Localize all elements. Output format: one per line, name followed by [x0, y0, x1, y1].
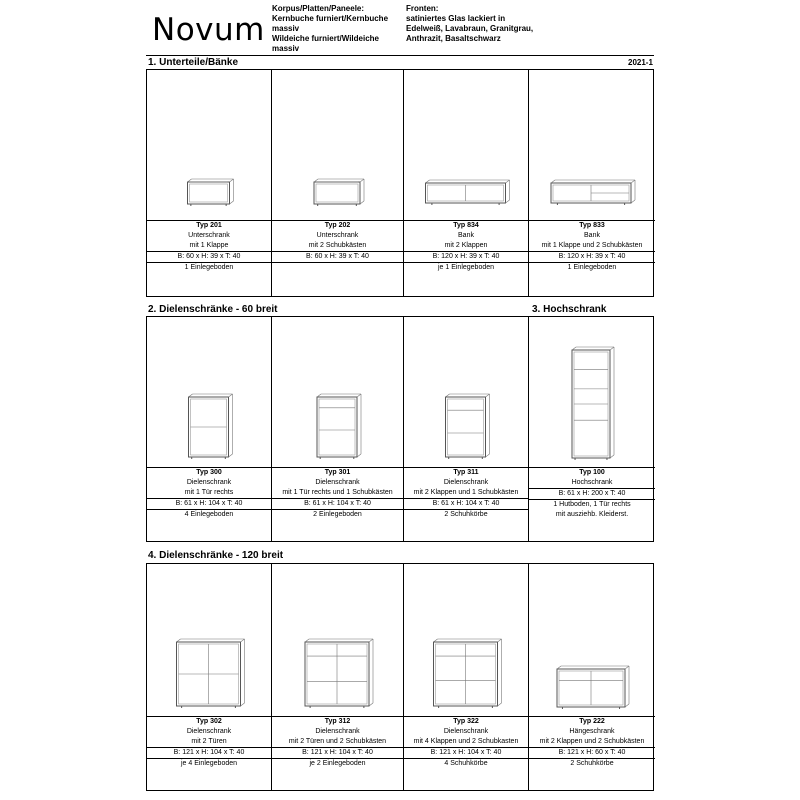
product-description: mit 1 Tür rechts — [147, 488, 271, 499]
product-dimensions: B: 60 x H: 39 x T: 40 — [147, 252, 271, 263]
product-type: Typ 201 — [196, 222, 222, 229]
product-type: Typ 311 — [453, 469, 479, 476]
product-description: mit 2 Türen und 2 Schubkästen — [272, 737, 403, 748]
product-extra: 2 Schuhkörbe — [444, 511, 488, 518]
product-type: Typ 302 — [196, 718, 222, 725]
product-drawing — [529, 564, 655, 717]
product-grid-row-2 — [146, 316, 654, 542]
product-description: Unterschrank — [316, 232, 359, 239]
product-card — [529, 70, 655, 296]
material-note — [272, 4, 388, 54]
fronts-note — [406, 4, 533, 44]
product-extra: 1 Einlegeboden — [567, 264, 617, 271]
hall-cabinet-flaps-drawer-icon — [404, 317, 527, 467]
product-type: Typ 322 — [453, 718, 479, 725]
product-card — [529, 564, 655, 790]
product-type: Typ 222 — [579, 718, 605, 725]
product-card — [404, 564, 529, 790]
product-dimensions: B: 61 x H: 104 x T: 40 — [404, 499, 528, 510]
product-card — [272, 70, 404, 296]
product-description: mit 1 Klappe — [147, 241, 271, 252]
material-line: Wildeiche furniert/Wildeiche — [272, 34, 379, 43]
product-dimensions: B: 121 x H: 104 x T: 40 — [147, 748, 271, 759]
product-description: Dielenschrank — [186, 479, 232, 486]
fronts-line: Edelweiß, Lavabraun, Granitgrau, — [406, 24, 534, 33]
wide-cabinet-flaps-drawers-icon — [404, 564, 527, 716]
wide-cabinet-doors-drawers-icon — [272, 564, 402, 716]
product-card — [529, 317, 655, 541]
lowboard-1-flap-icon — [147, 70, 270, 220]
product-drawing — [147, 317, 271, 468]
product-extra: je 2 Einlegeboden — [309, 760, 366, 767]
product-description: Hängeschrank — [569, 728, 615, 735]
hall-cabinet-1-door-icon — [147, 317, 270, 467]
product-dimensions: B: 121 x H: 104 x T: 40 — [272, 748, 403, 759]
product-card — [147, 317, 272, 541]
product-dimensions: B: 60 x H: 39 x T: 40 — [272, 252, 403, 263]
product-description: Dielenschrank — [443, 479, 489, 486]
product-type: Typ 202 — [324, 222, 351, 229]
product-extra: 4 Schuhkörbe — [444, 760, 488, 767]
lowboard-2-drawers-icon — [272, 70, 402, 220]
product-description: Dielenschrank — [315, 479, 360, 486]
product-drawing — [147, 70, 271, 221]
product-dimensions: B: 61 x H: 104 x T: 40 — [147, 499, 271, 510]
product-drawing — [529, 70, 655, 221]
product-extra: je 4 Einlegeboden — [180, 760, 238, 767]
product-grid-row-3 — [146, 563, 654, 791]
product-card — [272, 317, 404, 541]
wide-cabinet-2-doors-icon — [147, 564, 270, 716]
product-description: Dielenschrank — [315, 728, 360, 735]
product-card — [404, 70, 529, 296]
product-dimensions: B: 121 x H: 104 x T: 40 — [404, 748, 528, 759]
product-description: mit 2 Klappen und 2 Schubkästen — [529, 737, 655, 748]
product-drawing — [272, 70, 403, 221]
product-dimensions: B: 61 x H: 104 x T: 40 — [272, 499, 403, 510]
brand-title: Novum — [152, 12, 265, 48]
product-dimensions: B: 61 x H: 200 x T: 40 — [529, 489, 655, 500]
product-card — [272, 564, 404, 790]
product-type: Typ 301 — [324, 469, 351, 476]
product-drawing — [404, 70, 528, 221]
material-line: massiv — [272, 24, 300, 33]
tall-cabinet-icon — [529, 317, 653, 467]
product-type: Typ 312 — [324, 718, 351, 725]
product-drawing — [272, 564, 403, 717]
section-title-2: 2. Dielenschränke - 60 breit — [148, 304, 278, 315]
product-dimensions: B: 120 x H: 39 x T: 40 — [404, 252, 528, 263]
material-label: Korpus/Platten/Paneele: — [272, 4, 365, 13]
product-type: Typ 833 — [579, 222, 605, 229]
product-extra: 4 Einlegeboden — [184, 511, 234, 518]
product-description: Hochschrank — [571, 479, 613, 486]
product-card — [404, 317, 529, 541]
section-title-3: 3. Hochschrank — [532, 304, 607, 315]
fronts-line: Anthrazit, Basaltschwarz — [406, 34, 501, 43]
product-description: mit 1 Tür rechts und 1 Schubkästen — [272, 488, 403, 499]
product-type: Typ 100 — [579, 469, 605, 476]
product-type: Typ 834 — [453, 222, 479, 229]
product-description: Dielenschrank — [186, 728, 232, 735]
bench-flap-drawers-icon — [529, 70, 653, 220]
product-dimensions: B: 120 x H: 39 x T: 40 — [529, 252, 655, 263]
bench-2-flaps-icon — [404, 70, 527, 220]
product-extra: je 1 Einlegeboden — [437, 264, 495, 271]
material-line: Kernbuche furniert/Kernbuche — [272, 14, 389, 23]
product-description: mit 2 Schubkästen — [272, 241, 403, 252]
product-description: Bank — [458, 232, 474, 239]
product-description: mit 2 Türen — [147, 737, 271, 748]
product-extra: mit ausziehb. Kleiderst. — [555, 511, 629, 518]
product-card — [147, 564, 272, 790]
product-description: mit 1 Klappe und 2 Schubkästen — [529, 241, 655, 252]
product-grid-row-1 — [146, 69, 654, 297]
hall-cabinet-door-drawer-icon — [272, 317, 402, 467]
section-title-4: 4. Dielenschränke - 120 breit — [148, 550, 284, 561]
section-title-1: 1. Unterteile/Bänke — [148, 57, 239, 68]
section-rule — [146, 55, 654, 56]
product-extra: 1 Einlegeboden — [184, 264, 234, 271]
product-drawing — [529, 317, 655, 468]
fronts-label: Fronten: — [406, 4, 439, 13]
product-extra: 2 Schuhkörbe — [570, 760, 614, 767]
material-line: massiv — [272, 44, 300, 53]
product-description: Dielenschrank — [443, 728, 489, 735]
product-description: mit 2 Klappen und 1 Schubkästen — [404, 488, 528, 499]
product-description: mit 2 Klappen — [404, 241, 528, 252]
product-description: Bank — [584, 232, 600, 239]
product-drawing — [404, 564, 528, 717]
edition-label: 2021-1 — [628, 58, 653, 67]
fronts-line: satiniertes Glas lackiert in — [406, 14, 506, 23]
product-type: Typ 300 — [196, 469, 222, 476]
product-extra: 2 Einlegeboden — [313, 511, 362, 518]
product-description: Unterschrank — [188, 232, 230, 239]
product-drawing — [272, 317, 403, 468]
product-drawing — [147, 564, 271, 717]
product-description: mit 4 Klappen und 2 Schubkasten — [404, 737, 528, 748]
product-dimensions: B: 121 x H: 60 x T: 40 — [529, 748, 655, 759]
product-drawing — [404, 317, 528, 468]
product-extra: 1 Hutboden, 1 Tür rechts — [553, 501, 631, 508]
wall-cabinet-icon — [529, 564, 653, 716]
product-card — [147, 70, 272, 296]
